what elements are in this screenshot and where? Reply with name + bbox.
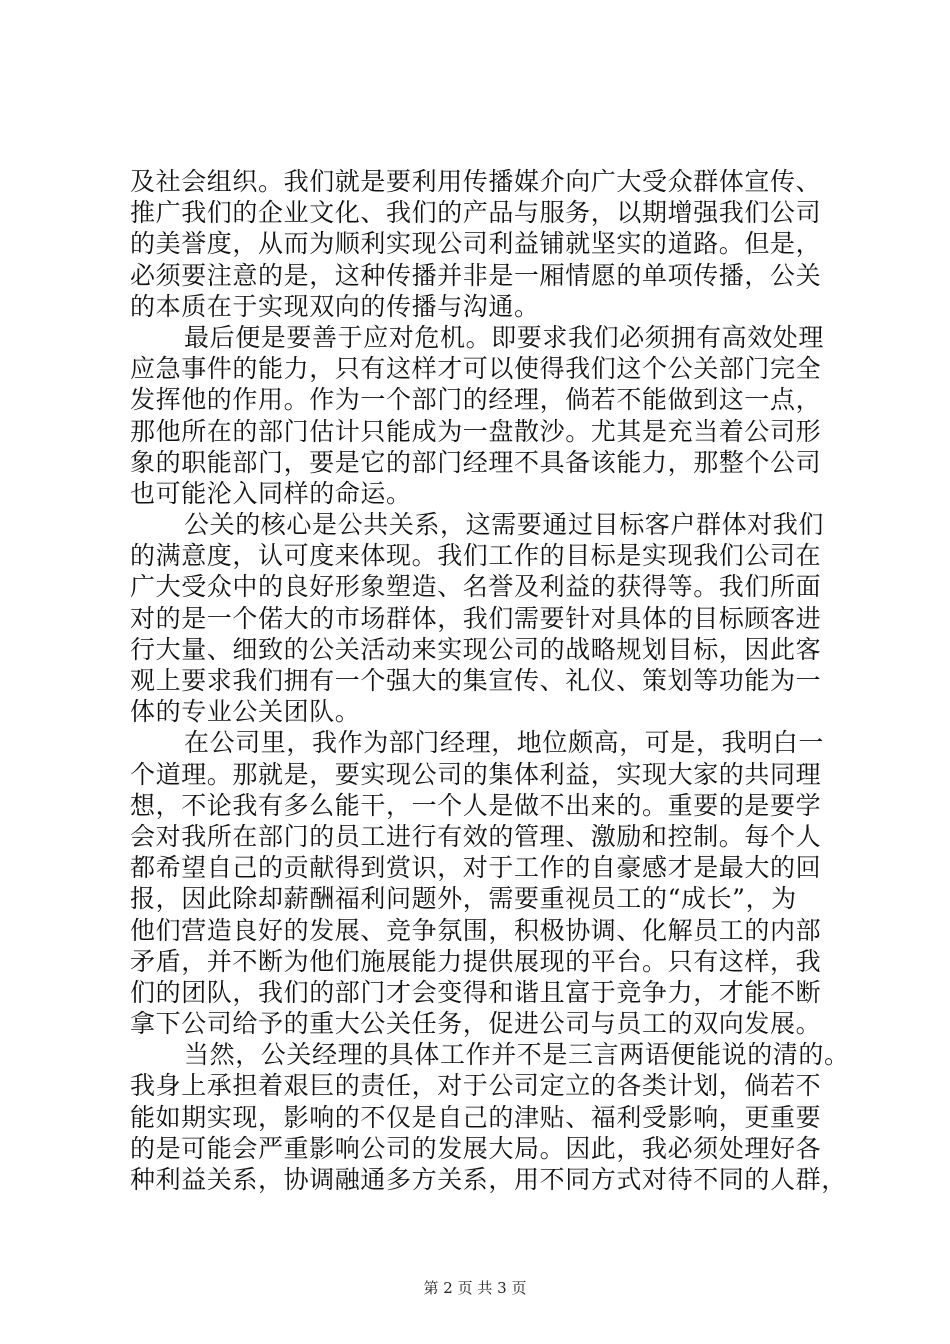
text-line: 会对我所在部门的员工进行有效的管理、激励和控制。每个人 (130, 821, 822, 851)
text-line: 的本质在于实现双向的传播与沟通。 (130, 291, 540, 321)
text-line: 个道理。那就是，要实现公司的集体利益，实现大家的共同理 (130, 759, 822, 789)
text-line: 广大受众中的良好形象塑造、名誉及利益的获得等。我们所面 (130, 572, 822, 602)
text-line: 发挥他的作用。作为一个部门的经理，倘若不能做到这一点， (130, 385, 822, 415)
text-line: 他们营造良好的发展、竞争氛围，积极协调、化解员工的内部 (130, 915, 822, 945)
text-line: 行大量、细致的公关活动来实现公司的战略规划目标，因此客 (130, 634, 822, 664)
text-line: 象的职能部门，要是它的部门经理不具备该能力，那整个公司 (130, 447, 822, 477)
text-line: 对的是一个偌大的市场群体，我们需要针对具体的目标顾客进 (130, 603, 822, 633)
text-line: 拿下公司给予的重大公关任务，促进公司与员工的双向发展。 (130, 1009, 822, 1039)
text-line: 应急事件的能力，只有这样才可以使得我们这个公关部门完全 (130, 354, 822, 384)
text-line: 都希望自己的贡献得到赏识，对于工作的自豪感才是最大的回 (130, 853, 822, 883)
text-line: 必须要注意的是，这种传播并非是一厢情愿的单项传播，公关 (130, 260, 822, 290)
text-line: 想，不论我有多么能干，一个人是做不出来的。重要的是要学 (130, 790, 822, 820)
page-footer: 第 2 页 共 3 页 (423, 1279, 527, 1297)
text-line: 观上要求我们拥有一个强大的集宣传、礼仪、策划等功能为一 (130, 666, 822, 695)
text-line: 及社会组织。我们就是要利用传播媒介向广大受众群体宣传、 (130, 167, 822, 196)
text-line: 矛盾，并不断为他们施展能力提供展现的平台。只有这样，我 (130, 946, 822, 976)
text-line: 我身上承担着艰巨的责任，对于公司定立的各类计划，倘若不 (130, 1071, 822, 1101)
text-line: 公关的核心是公共关系，这需要通过目标客户群体对我们 (184, 510, 825, 540)
text-line: 当然，公关经理的具体工作并不是三言两语便能说的清的。 (184, 1040, 850, 1070)
text-line: 推广我们的企业文化、我们的产品与服务，以期增强我们公司 (130, 198, 822, 228)
text-line: 的美誉度，从而为顺利实现公司利益铺就坚实的道路。但是， (130, 229, 822, 259)
text-line: 在公司里，我作为部门经理，地位颇高，可是，我明白一 (184, 728, 825, 758)
text-line: 的满意度，认可度来体现。我们工作的目标是实现我们公司在 (130, 541, 822, 571)
text-line: 报，因此除却薪酬福利问题外，需要重视员工的“成长”，为 (130, 884, 797, 914)
text-line: 能如期实现，影响的不仅是自己的津贴、福利受影响，更重要 (130, 1102, 822, 1132)
text-line: 的是可能会严重影响公司的发展大局。因此，我必须处理好各 (130, 1133, 822, 1163)
text-line: 那他所在的部门估计只能成为一盘散沙。尤其是充当着公司形 (130, 416, 822, 446)
text-line: 种利益关系，协调融通多方关系，用不同方式对待不同的人群， (130, 1165, 847, 1194)
text-line: 体的专业公关团队。 (130, 697, 361, 727)
text-line: 们的团队，我们的部门才会变得和谐且富于竞争力，才能不断 (130, 977, 822, 1007)
text-line: 也可能沦入同样的命运。 (130, 478, 412, 508)
text-line: 最后便是要善于应对危机。即要求我们必须拥有高效处理 (184, 322, 825, 352)
document-body (130, 166, 850, 1195)
